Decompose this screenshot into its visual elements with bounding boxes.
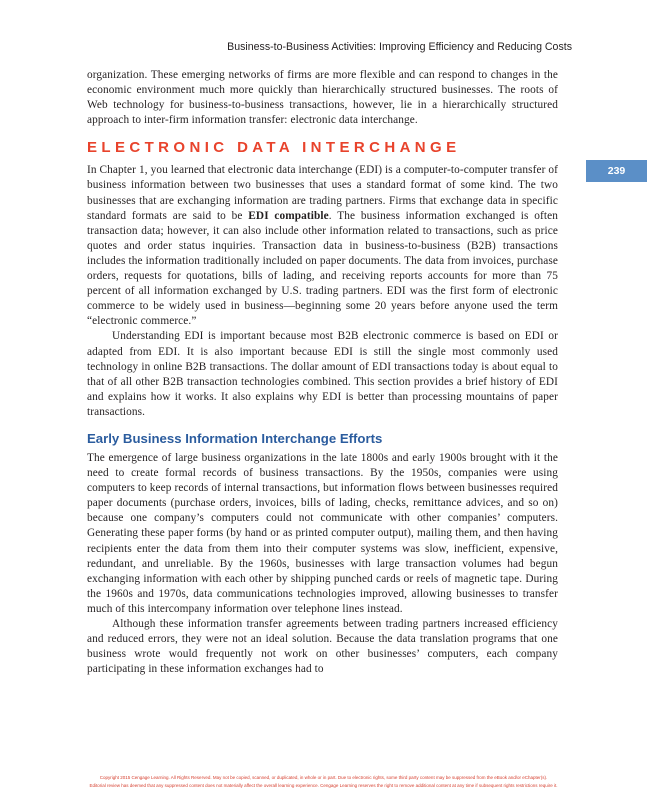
subsection-heading: Early Business Information Interchange Efforts — [87, 430, 383, 446]
section-paragraph-1 — [87, 163, 558, 329]
page-content — [87, 68, 558, 677]
copyright-footer — [0, 774, 647, 790]
key-term-edi-compatible: EDI compatible — [248, 209, 329, 222]
subsection-paragraph-2: Although these information transfer agreements between trading partners increased efficiency and reduced errors, they were not an ideal solution. Because the data translation programs that one business wrote would frequently not work on other businesses’ computers, each company participating in these information exchanges had to — [87, 618, 558, 676]
section-paragraph-2: Understanding EDI is important because most B2B electronic commerce is based on EDI or adapted from EDI. It is also important because EDI is still the single most commonly used technology in online B2B transactions. The dollar amount of EDI transactions today is about equal to that of all other B2B transaction technologies combined. This section provides a brief history of EDI and explains how it works. It also explains why EDI is better than processing mountains of paper transactions. — [87, 330, 558, 418]
copyright-line-1: Copyright 2015 Cengage Learning. All Rights Reserved. May not be copied, scanned, or duplicated, in whole or in part. Due to electronic rights, some third party content may be suppressed from the eBook and/or eChapter(s). — [99, 775, 548, 780]
running-head: Business-to-Business Activities: Improving Efficiency and Reducing Costs — [227, 41, 572, 53]
subsection-paragraph-1: The emergence of large business organizations in the late 1800s and early 1900s brought with it the need to create formal records of business transactions. By the 1950s, companies were using computers to keep records of internal transactions, but information flows between businesses required paper documents (purchase orders, invoices, bills of lading, checks, remittance advices, and so on) because one company’s computers could not communicate with other companies’ computers. Generating these paper forms (by hand or as printed computer output), mailing them, and then having recipients enter the data from them into their computer systems was slow, inefficient, expensive, redundant, and unreliable. By the 1960s, businesses with large transaction volumes had begun exchanging information with each other by shipping punched cards or reels of magnetic tape. During the 1960s and 1970s, data communications technologies improved, allowing businesses to transfer much of this intercompany information over telephone lines instead. — [87, 451, 558, 615]
section-heading: ELECTRONIC DATA INTERCHANGE — [87, 139, 461, 157]
page-number-tab: 239 — [586, 160, 647, 182]
copyright-line-2: Editorial review has deemed that any suppressed content does not materially affect the overall learning experience. Cengage Learning reserves the right to remove additional content at any time if subsequent rights restrictions require it. — [89, 783, 558, 788]
section-paragraph-1-end: . The business information exchanged is often transaction data; however, it can also include other information related to transactions, such as price quotes and order status inquiries. Transaction data in business-to-business (B2B) transactions includes the information traditionally included on paper documents. The data from invoices, purchase orders, requests for quotations, bills of lading, and receiving reports accounts for more than 75 percent of all information exchanged by U.S. trading partners. EDI was the first form of electronic commerce to be widely used in business—beginning some 20 years before anyone used the term “electronic commerce.” — [87, 209, 559, 328]
section-paragraph-1-start: In Chapter 1, you learned that electronic data interchange (EDI) is a computer-to-computer transfer of business information between two businesses that uses a standard format of some kind. The two businesses that are exchanging information are trading partners. Firms that exchange data in specific standard formats are said to be — [87, 164, 558, 222]
intro-paragraph: organization. These emerging networks of firms are more flexible and can respond to changes in the economic environment much more quickly than hierarchically structured businesses. The roots of Web technology for business-to-business transactions, however, lie in a hierarchically structured approach to inter-firm information transfer: electronic data interchange. — [87, 69, 558, 127]
